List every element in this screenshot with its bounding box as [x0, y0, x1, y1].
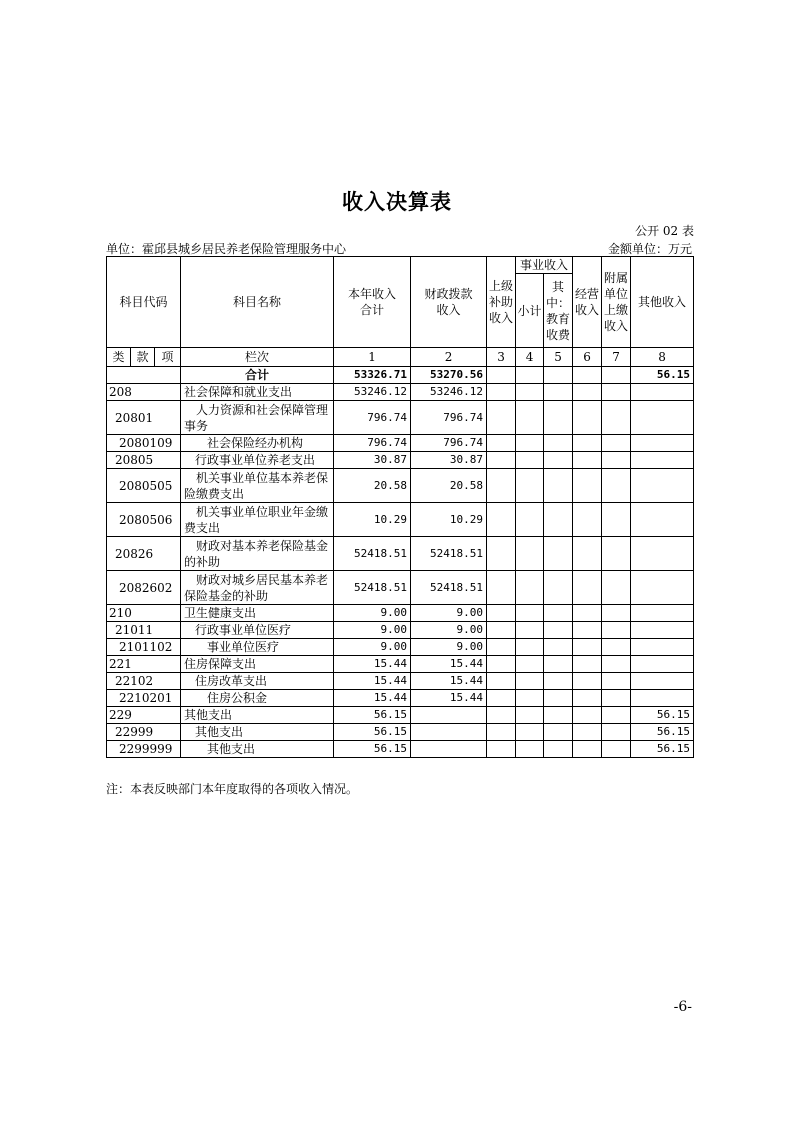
- empty-cell: [487, 639, 516, 656]
- empty-cell: [544, 435, 573, 452]
- row-other: [631, 401, 694, 435]
- empty-cell: [573, 639, 602, 656]
- empty-cell: [573, 690, 602, 707]
- row-fiscal: 53246.12: [411, 384, 487, 401]
- empty-cell: [544, 724, 573, 741]
- empty-cell: [573, 503, 602, 537]
- row-name: 财政对城乡居民基本养老保险基金的补助: [181, 571, 334, 605]
- row-fiscal: 15.44: [411, 673, 487, 690]
- row-total: 796.74: [334, 435, 411, 452]
- header-row-1: [107, 257, 694, 274]
- row-fiscal: 10.29: [411, 503, 487, 537]
- table-note: 注：本表反映部门本年度取得的各项收入情况。: [106, 782, 359, 796]
- row-total: 9.00: [334, 639, 411, 656]
- total-income-header-text: 本年收入合计: [348, 287, 397, 317]
- empty-cell: [544, 605, 573, 622]
- row-total: 52418.51: [334, 571, 411, 605]
- col-number: 6: [573, 348, 602, 367]
- row-total: 56.15: [334, 724, 411, 741]
- empty-cell: [487, 469, 516, 503]
- row-other: 56.15: [631, 741, 694, 758]
- empty-cell: [573, 452, 602, 469]
- empty-cell: [602, 367, 631, 384]
- empty-cell: [602, 690, 631, 707]
- total-label: 合计: [181, 367, 334, 384]
- empty-cell: [544, 639, 573, 656]
- empty-cell: [544, 401, 573, 435]
- total-income-header: [334, 257, 411, 348]
- empty-cell: [487, 384, 516, 401]
- row-code: 210: [107, 605, 181, 622]
- table-row: [107, 469, 694, 503]
- empty-cell: [516, 503, 544, 537]
- table-row: [107, 537, 694, 571]
- row-name: 住房保障支出: [181, 656, 334, 673]
- row-code: 2080505: [107, 469, 181, 503]
- table-row: [107, 401, 694, 435]
- table-row: [107, 435, 694, 452]
- total-blank: [107, 367, 181, 384]
- row-total: 52418.51: [334, 537, 411, 571]
- table-row: [107, 452, 694, 469]
- row-total: 796.74: [334, 401, 411, 435]
- row-name: 社会保险经办机构: [181, 435, 334, 452]
- total-row: [107, 367, 694, 384]
- row-name: 机关事业单位职业年金缴费支出: [181, 503, 334, 537]
- row-other: [631, 622, 694, 639]
- row-code: 2299999: [107, 741, 181, 758]
- empty-cell: [487, 571, 516, 605]
- empty-cell: [544, 741, 573, 758]
- row-total: 53246.12: [334, 384, 411, 401]
- row-fiscal: 9.00: [411, 622, 487, 639]
- empty-cell: [487, 707, 516, 724]
- empty-cell: [602, 537, 631, 571]
- row-fiscal: [411, 724, 487, 741]
- row-other: [631, 452, 694, 469]
- empty-cell: [516, 605, 544, 622]
- empty-cell: [573, 605, 602, 622]
- empty-cell: [487, 367, 516, 384]
- empty-cell: [573, 367, 602, 384]
- row-fiscal: 30.87: [411, 452, 487, 469]
- empty-cell: [573, 656, 602, 673]
- row-total: 56.15: [334, 741, 411, 758]
- column-number-row: [107, 348, 694, 367]
- row-other: [631, 384, 694, 401]
- table-row: [107, 690, 694, 707]
- row-other: [631, 503, 694, 537]
- row-name: 住房公积金: [181, 690, 334, 707]
- row-fiscal: 15.44: [411, 656, 487, 673]
- empty-cell: [516, 367, 544, 384]
- empty-cell: [602, 639, 631, 656]
- row-fiscal: 15.44: [411, 690, 487, 707]
- row-other: [631, 690, 694, 707]
- empty-cell: [516, 707, 544, 724]
- amount-unit: 金额单位：万元: [607, 242, 692, 256]
- col-number: 5: [544, 348, 573, 367]
- col-number: 7: [602, 348, 631, 367]
- table-row: [107, 503, 694, 537]
- education-fee-header: 其中：教育收费: [544, 274, 573, 348]
- row-code: 22999: [107, 724, 181, 741]
- empty-cell: [487, 401, 516, 435]
- empty-cell: [544, 690, 573, 707]
- row-total: 9.00: [334, 622, 411, 639]
- row-code: 221: [107, 656, 181, 673]
- table-row: [107, 571, 694, 605]
- empty-cell: [573, 384, 602, 401]
- table-row: [107, 656, 694, 673]
- page-number: -6-: [673, 999, 692, 1015]
- row-name: 事业单位医疗: [181, 639, 334, 656]
- empty-cell: [516, 724, 544, 741]
- empty-cell: [487, 656, 516, 673]
- subject-name-header: 科目名称: [181, 257, 334, 348]
- row-code: 21011: [107, 622, 181, 639]
- row-code: 2080109: [107, 435, 181, 452]
- empty-cell: [544, 503, 573, 537]
- col-number: 8: [631, 348, 694, 367]
- empty-cell: [516, 673, 544, 690]
- row-total: 15.44: [334, 690, 411, 707]
- row-name: 其他支出: [181, 707, 334, 724]
- table-row: [107, 622, 694, 639]
- empty-cell: [516, 384, 544, 401]
- income-table: [106, 256, 694, 758]
- row-other: [631, 605, 694, 622]
- row-code: 229: [107, 707, 181, 724]
- empty-cell: [544, 571, 573, 605]
- empty-cell: [544, 452, 573, 469]
- empty-cell: [487, 741, 516, 758]
- row-other: [631, 656, 694, 673]
- row-total: 20.58: [334, 469, 411, 503]
- row-fiscal: [411, 741, 487, 758]
- business-income-header: 事业收入: [516, 257, 573, 274]
- row-fiscal: 9.00: [411, 639, 487, 656]
- affiliated-units-header: 附属单位上缴收入: [602, 257, 631, 348]
- unit-label: 单位：霍邱县城乡居民养老保险管理服务中心: [106, 242, 347, 256]
- empty-cell: [487, 503, 516, 537]
- empty-cell: [573, 741, 602, 758]
- empty-cell: [516, 571, 544, 605]
- row-name: 行政事业单位养老支出: [181, 452, 334, 469]
- empty-cell: [544, 673, 573, 690]
- fiscal-appropriation-header: [411, 257, 487, 348]
- empty-cell: [602, 605, 631, 622]
- data-rows: [107, 384, 694, 758]
- row-other: 56.15: [631, 724, 694, 741]
- row-name: 财政对基本养老保险基金的补助: [181, 537, 334, 571]
- row-code: 20805: [107, 452, 181, 469]
- empty-cell: [602, 656, 631, 673]
- row-total: 15.44: [334, 673, 411, 690]
- subtotal-header: 小计: [516, 274, 544, 348]
- row-fiscal: 796.74: [411, 401, 487, 435]
- operating-income-header: 经营收入: [573, 257, 602, 348]
- row-code: 2210201: [107, 690, 181, 707]
- row-fiscal: 796.74: [411, 435, 487, 452]
- row-code: 22102: [107, 673, 181, 690]
- empty-cell: [487, 452, 516, 469]
- empty-cell: [573, 622, 602, 639]
- table-row: [107, 605, 694, 622]
- total-fiscal: 53270.56: [411, 367, 487, 384]
- row-name: 卫生健康支出: [181, 605, 334, 622]
- row-other: [631, 571, 694, 605]
- row-name: 机关事业单位基本养老保险缴费支出: [181, 469, 334, 503]
- empty-cell: [516, 401, 544, 435]
- table-row: [107, 724, 694, 741]
- empty-cell: [544, 469, 573, 503]
- table-row: [107, 741, 694, 758]
- empty-cell: [544, 656, 573, 673]
- empty-cell: [602, 571, 631, 605]
- empty-cell: [602, 707, 631, 724]
- empty-cell: [573, 724, 602, 741]
- empty-cell: [544, 707, 573, 724]
- superior-subsidy-header: 上级补助收入: [487, 257, 516, 348]
- col-number: 3: [487, 348, 516, 367]
- total-other: 56.15: [631, 367, 694, 384]
- empty-cell: [602, 384, 631, 401]
- row-name: 社会保障和就业支出: [181, 384, 334, 401]
- empty-cell: [602, 724, 631, 741]
- row-name: 人力资源和社会保障管理事务: [181, 401, 334, 435]
- row-total: 10.29: [334, 503, 411, 537]
- subject-code-header: 科目代码: [107, 257, 181, 348]
- empty-cell: [487, 435, 516, 452]
- empty-cell: [516, 469, 544, 503]
- row-code: 2080506: [107, 503, 181, 537]
- empty-cell: [516, 435, 544, 452]
- empty-cell: [487, 537, 516, 571]
- empty-cell: [516, 656, 544, 673]
- empty-cell: [544, 622, 573, 639]
- row-total: 15.44: [334, 656, 411, 673]
- empty-cell: [602, 503, 631, 537]
- row-fiscal: 9.00: [411, 605, 487, 622]
- empty-cell: [516, 690, 544, 707]
- row-total: 30.87: [334, 452, 411, 469]
- col-number: 1: [334, 348, 411, 367]
- empty-cell: [573, 537, 602, 571]
- row-other: [631, 469, 694, 503]
- empty-cell: [602, 435, 631, 452]
- row-code: 208: [107, 384, 181, 401]
- lei-header: 类: [107, 348, 131, 367]
- empty-cell: [602, 673, 631, 690]
- col-number: 4: [516, 348, 544, 367]
- row-total: 9.00: [334, 605, 411, 622]
- table-row: [107, 639, 694, 656]
- row-other: [631, 537, 694, 571]
- other-income-header: 其他收入: [631, 257, 694, 348]
- row-total: 56.15: [334, 707, 411, 724]
- empty-cell: [602, 469, 631, 503]
- empty-cell: [573, 469, 602, 503]
- row-code: 2101102: [107, 639, 181, 656]
- row-fiscal: 20.58: [411, 469, 487, 503]
- table-row: [107, 707, 694, 724]
- table-row: [107, 673, 694, 690]
- kuan-header: 款: [131, 348, 155, 367]
- row-fiscal: 52418.51: [411, 537, 487, 571]
- row-other: [631, 639, 694, 656]
- xiang-header: 项: [155, 348, 181, 367]
- empty-cell: [487, 690, 516, 707]
- total-total: 53326.71: [334, 367, 411, 384]
- fiscal-appropriation-header-text: 财政拨款收入: [424, 287, 473, 317]
- column-no-label: 栏次: [181, 348, 334, 367]
- row-code: 20801: [107, 401, 181, 435]
- empty-cell: [602, 741, 631, 758]
- empty-cell: [573, 401, 602, 435]
- empty-cell: [573, 673, 602, 690]
- empty-cell: [544, 384, 573, 401]
- row-name: 其他支出: [181, 741, 334, 758]
- empty-cell: [487, 673, 516, 690]
- empty-cell: [487, 622, 516, 639]
- empty-cell: [516, 452, 544, 469]
- table-row: [107, 384, 694, 401]
- row-name: 其他支出: [181, 724, 334, 741]
- empty-cell: [544, 537, 573, 571]
- empty-cell: [487, 724, 516, 741]
- row-code: 20826: [107, 537, 181, 571]
- form-code: 公开 02 表: [635, 224, 694, 238]
- row-other: [631, 673, 694, 690]
- empty-cell: [602, 622, 631, 639]
- empty-cell: [516, 537, 544, 571]
- empty-cell: [516, 741, 544, 758]
- row-other: [631, 435, 694, 452]
- empty-cell: [602, 452, 631, 469]
- row-other: 56.15: [631, 707, 694, 724]
- row-fiscal: 52418.51: [411, 571, 487, 605]
- empty-cell: [487, 605, 516, 622]
- row-name: 行政事业单位医疗: [181, 622, 334, 639]
- empty-cell: [516, 622, 544, 639]
- empty-cell: [573, 571, 602, 605]
- empty-cell: [544, 367, 573, 384]
- row-name: 住房改革支出: [181, 673, 334, 690]
- row-fiscal: [411, 707, 487, 724]
- row-code: 2082602: [107, 571, 181, 605]
- empty-cell: [602, 401, 631, 435]
- empty-cell: [516, 639, 544, 656]
- document-title: 收入决算表: [342, 189, 452, 214]
- col-number: 2: [411, 348, 487, 367]
- empty-cell: [573, 707, 602, 724]
- empty-cell: [573, 435, 602, 452]
